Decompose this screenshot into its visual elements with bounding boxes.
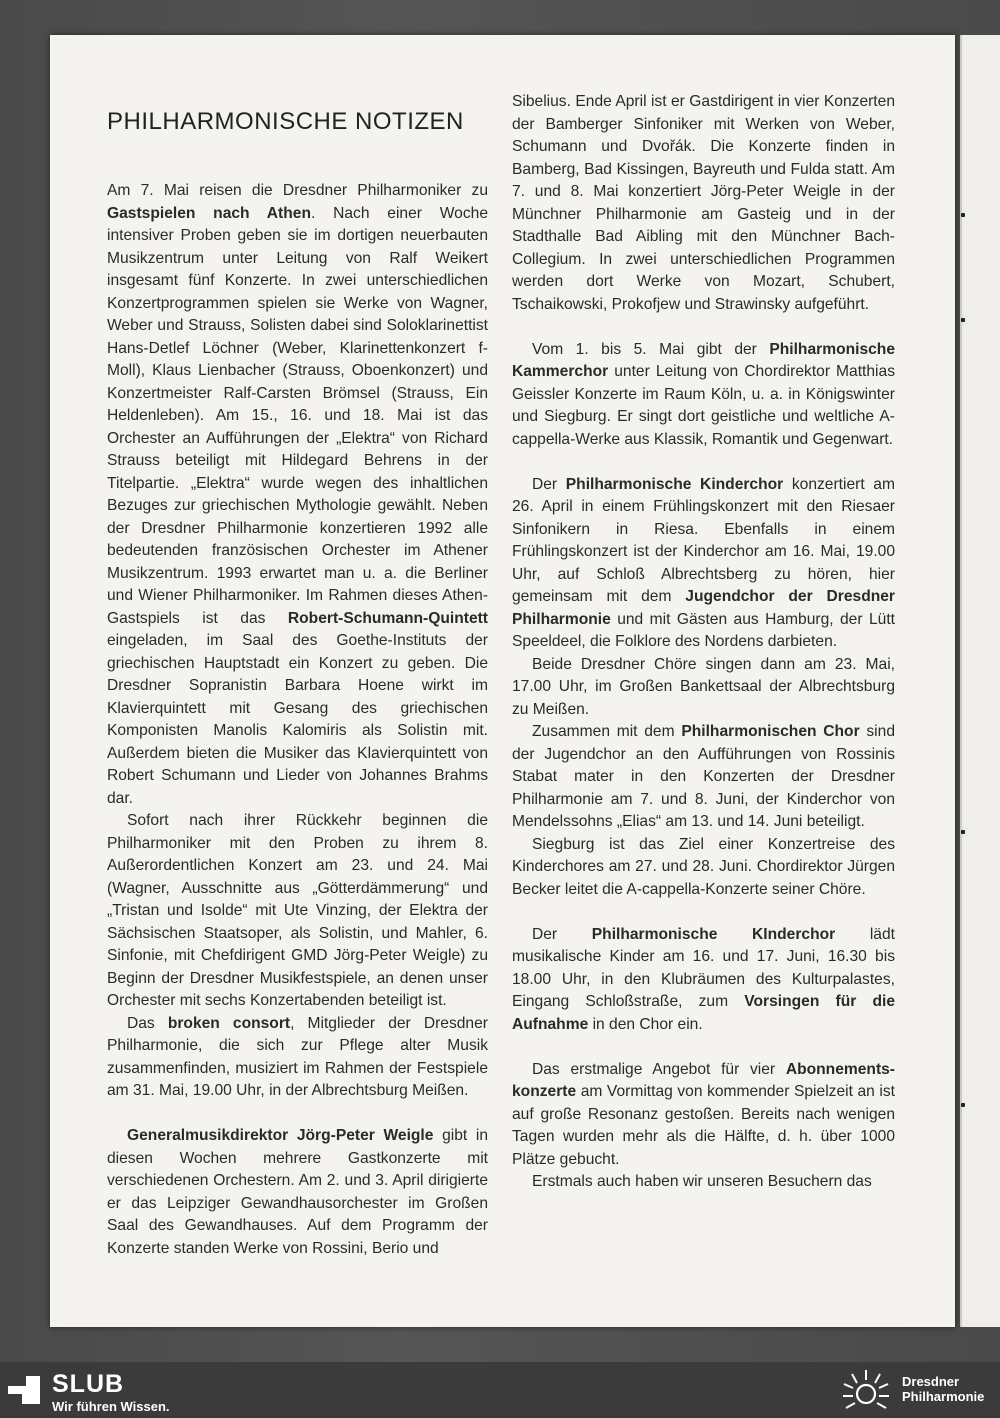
- facing-page-edge: [960, 35, 1000, 1327]
- text-run: sind der Jugendchor an den Aufführungen von Rossinis Stabat mater in den Konzerten der Dresdner Philharmonie am 7. und 8. Juni, der Kinderchor von Mendelssohns „Elias“ am 13. und 14. Juni beteiligt.: [512, 723, 895, 830]
- right-text-column: [512, 91, 895, 1194]
- slub-logo-icon: [8, 1376, 40, 1404]
- text-run: Siegburg ist das Ziel einer Konzertreise des Kinderchores am 27. und 28. Juni. Chordirektor Jürgen Becker leitet die A-cappella-Konzerte seiner Chöre.: [512, 835, 895, 898]
- bold-phrase: Jugendchor der Dresdner Philharmonie: [512, 588, 895, 628]
- page-mark: [961, 318, 965, 322]
- paragraph: [512, 1059, 895, 1172]
- paragraph: [512, 721, 895, 834]
- text-run: konzertiert am 26. April in einem Frühlingskonzert mit den Riesaer Sinfonikern in Riesa. Ebenfalls in einem Frühlingskonzert ist der Kinderchor am 16. Mai, 19.00 Uhr, auf Schloß Albrechtsberg zu hören, hier gemeinsam mit dem: [512, 475, 895, 605]
- paragraph: [512, 474, 895, 654]
- text-run: und mit Gästen aus Hamburg, der Lütt Speeldeel, die Folklore des Nordens darbieten.: [512, 610, 895, 650]
- bold-phrase: Abonnements-konzerte: [512, 1060, 895, 1100]
- paragraph: [107, 180, 488, 810]
- page-title: PHILHARMONISCHE NOTIZEN: [107, 108, 464, 136]
- text-run: , Mitglieder der Dresdner Philharmonie, die sich zur Pflege alter Musik zusammenfinden, musiziert im Rahmen der Festspiele am 31. Mai, 19.00 Uhr, in der Albrechtsburg Meißen.: [107, 1014, 488, 1099]
- text-run: Am 7. Mai reisen die Dresdner Philharmoniker zu: [107, 182, 488, 199]
- text-run: am Vormittag von kommender Spielzeit an ist auf große Resonanz gestoßen. Bereits nach wenigen Tagen wurden mehr als die Hälfte, d. h. über 1000 Plätze gebucht.: [512, 1083, 895, 1168]
- page-mark: [961, 213, 965, 217]
- text-run: Sofort nach ihrer Rückkehr beginnen die Philharmoniker mit den Proben zu ihrem 8. Außerordentlichen Konzert am 23. und 24. Mai (Wagner, Ausschnitte aus „Götterdämmerung“ und „Tristan und Isolde“ mit Ute Vinzing, der Elektra der Sächsischen Staatsoper, als Solistin, und Mahler, 6. Sinfonie, mit Chefdirigent GMD Jörg-Peter Weigle) zu Beginn der Dresdner Musikfestspiele, an denen unser Orchester mit sechs Konzertabenden beteiligt ist.: [107, 812, 488, 1009]
- text-run: Vom 1. bis 5. Mai gibt der: [532, 340, 770, 358]
- bold-phrase: Robert-Schumann-Quintett: [287, 609, 488, 627]
- text-run: Das erstmalige Angebot für vier: [532, 1060, 786, 1078]
- paragraph: [512, 91, 895, 316]
- text-run: lädt musikalische Kinder am 16. und 17. Juni, 16.30 bis 18.00 Uhr, in den Klubräumen des Kulturpalastes, Eingang Schloßstraße, zum: [512, 925, 895, 1010]
- dp-name-line1: Dresdner: [902, 1374, 960, 1389]
- paragraph: [512, 834, 895, 902]
- bold-phrase: Philharmonischen Chor: [681, 723, 860, 740]
- text-run: Der: [532, 925, 592, 943]
- paragraph: [107, 810, 488, 1013]
- footer-bar: [0, 1362, 1000, 1418]
- left-text-column: [107, 180, 488, 1260]
- text-run: Das: [127, 1014, 168, 1032]
- text-run: Erstmals auch haben wir unseren Besuchern das: [532, 1173, 872, 1190]
- paragraph: [512, 654, 895, 722]
- bold-phrase: broken consort: [167, 1014, 291, 1032]
- dresdner-philharmonie-name: [902, 1374, 984, 1404]
- bold-phrase: Philharmonische Kammerchor: [512, 340, 895, 380]
- text-run: Beide Dresdner Chöre singen dann am 23. Mai, 17.00 Uhr, im Großen Bankettsaal der Albrechtsburg zu Meißen.: [512, 655, 895, 718]
- bold-phrase: Vorsingen für die Aufnahme: [512, 993, 895, 1033]
- page-fold-line: [960, 35, 962, 1327]
- text-run: Zusammen mit dem: [532, 723, 682, 740]
- text-run: Sibelius. Ende April ist er Gastdirigent in vier Konzerten der Bamberger Sinfoniker mit Werken von Weber, Schumann und Dvořák. Die Konzerte finden in Bamberg, Bad Kissingen, Bayreuth und Fulda statt. Am 7. und 8. Mai konzertiert Jörg-Peter Weigle in der Münchner Philharmonie am Gasteig und in der Stadthalle Bad Aibling mit den Münchner Bach-Collegium. In zwei unterschiedlichen Programmen werden dort Werke von Mozart, Schubert, Tschaikowski, Prokofjew und Strawinsky aufgeführt.: [512, 93, 895, 313]
- bold-phrase: Philharmonische Kinderchor: [565, 475, 784, 493]
- bold-phrase: Gastspielen nach Athen: [107, 204, 311, 222]
- slub-name: SLUB: [52, 1370, 125, 1398]
- text-run: unter Leitung von Chordirektor Matthias Geissler Konzerte im Raum Köln, u. a. in Königswinter und Siegburg. Er singt dort geistliche und weltliche A-cappella-Werke aus Klassik, Romantik und Gegenwart.: [512, 363, 895, 448]
- text-run: gibt in diesen Wochen mehrere Gastkonzerte mit verschiedenen Orchestern. Am 2. und 3. April dirigierte er das Leipziger Gewandhausorchester im Großen Saal des Gewandhauses. Auf dem Programm der Konzerte standen Werke von Rossini, Berio und: [107, 1127, 488, 1257]
- text-run: in den Chor ein.: [588, 1015, 703, 1033]
- text-run: . Nach einer Woche intensiver Proben geben sie im dortigen neuerbauten Musikzentrum unter Leitung von Ralf Weikert insgesamt fünf Konzerte. In zwei unterschiedlichen Konzertprogrammen spielen sie Werke von Wagner, Weber und Strauss, Solisten dabei sind Soloklarinettist Hans-Detlef Löchner (Weber, Klarinettenkonzert f-Moll), Klaus Lienbacher (Strauss, Oboenkonzert) und Konzertmeister Ralf-Carsten Brömsel (Strauss, Ein Heldenleben). Am 15., 16. und 18. Mai ist das Orchester an Aufführungen der „Elektra“ von Richard Strauss beteiligt mit Hildegard Behrens in der Titelpartie. „Elektra“ wurde wegen des inhaltlichen Bezuges zur griechischen Mythologie gewählt. Neben der Dresdner Philharmonie konzertieren 1992 alle bedeutenden französischen Orchester im Athener Musikzentrum. 1993 erwartet man u. a. die Berliner und Wiener Philharmoniker. Im Rahmen dieses Athen-Gastspiels ist das: [107, 204, 488, 627]
- paragraph: [107, 1013, 488, 1103]
- text-run: eingeladen, im Saal des Goethe-Instituts der griechischen Hauptstadt ein Konzert zu geben. Die Dresdner Sopranistin Barbara Hoene wirkt im Klavierquintett mit Gesang des griechischen Komponisten Manolis Kalomiris als Solistin mit. Außerdem bieten die Musiker das Klavierquintett von Robert Schumann und Lieder von Johannes Brahms dar.: [107, 632, 488, 807]
- paragraph: [512, 924, 895, 1037]
- page-mark: [961, 830, 965, 834]
- bold-phrase: Generalmusikdirektor Jörg-Peter Weigle: [127, 1127, 434, 1144]
- text-run: Der: [532, 475, 566, 493]
- dp-name-line2: Philharmonie: [902, 1389, 985, 1404]
- paragraph: [107, 1125, 488, 1260]
- paragraph: [512, 339, 895, 452]
- bold-phrase: Philharmonische KInderchor: [591, 925, 836, 943]
- page-mark: [961, 1103, 965, 1107]
- slub-tagline: Wir führen Wissen.: [52, 1399, 170, 1414]
- paragraph: [512, 1171, 895, 1194]
- dresdner-philharmonie-logo-icon: [842, 1366, 890, 1414]
